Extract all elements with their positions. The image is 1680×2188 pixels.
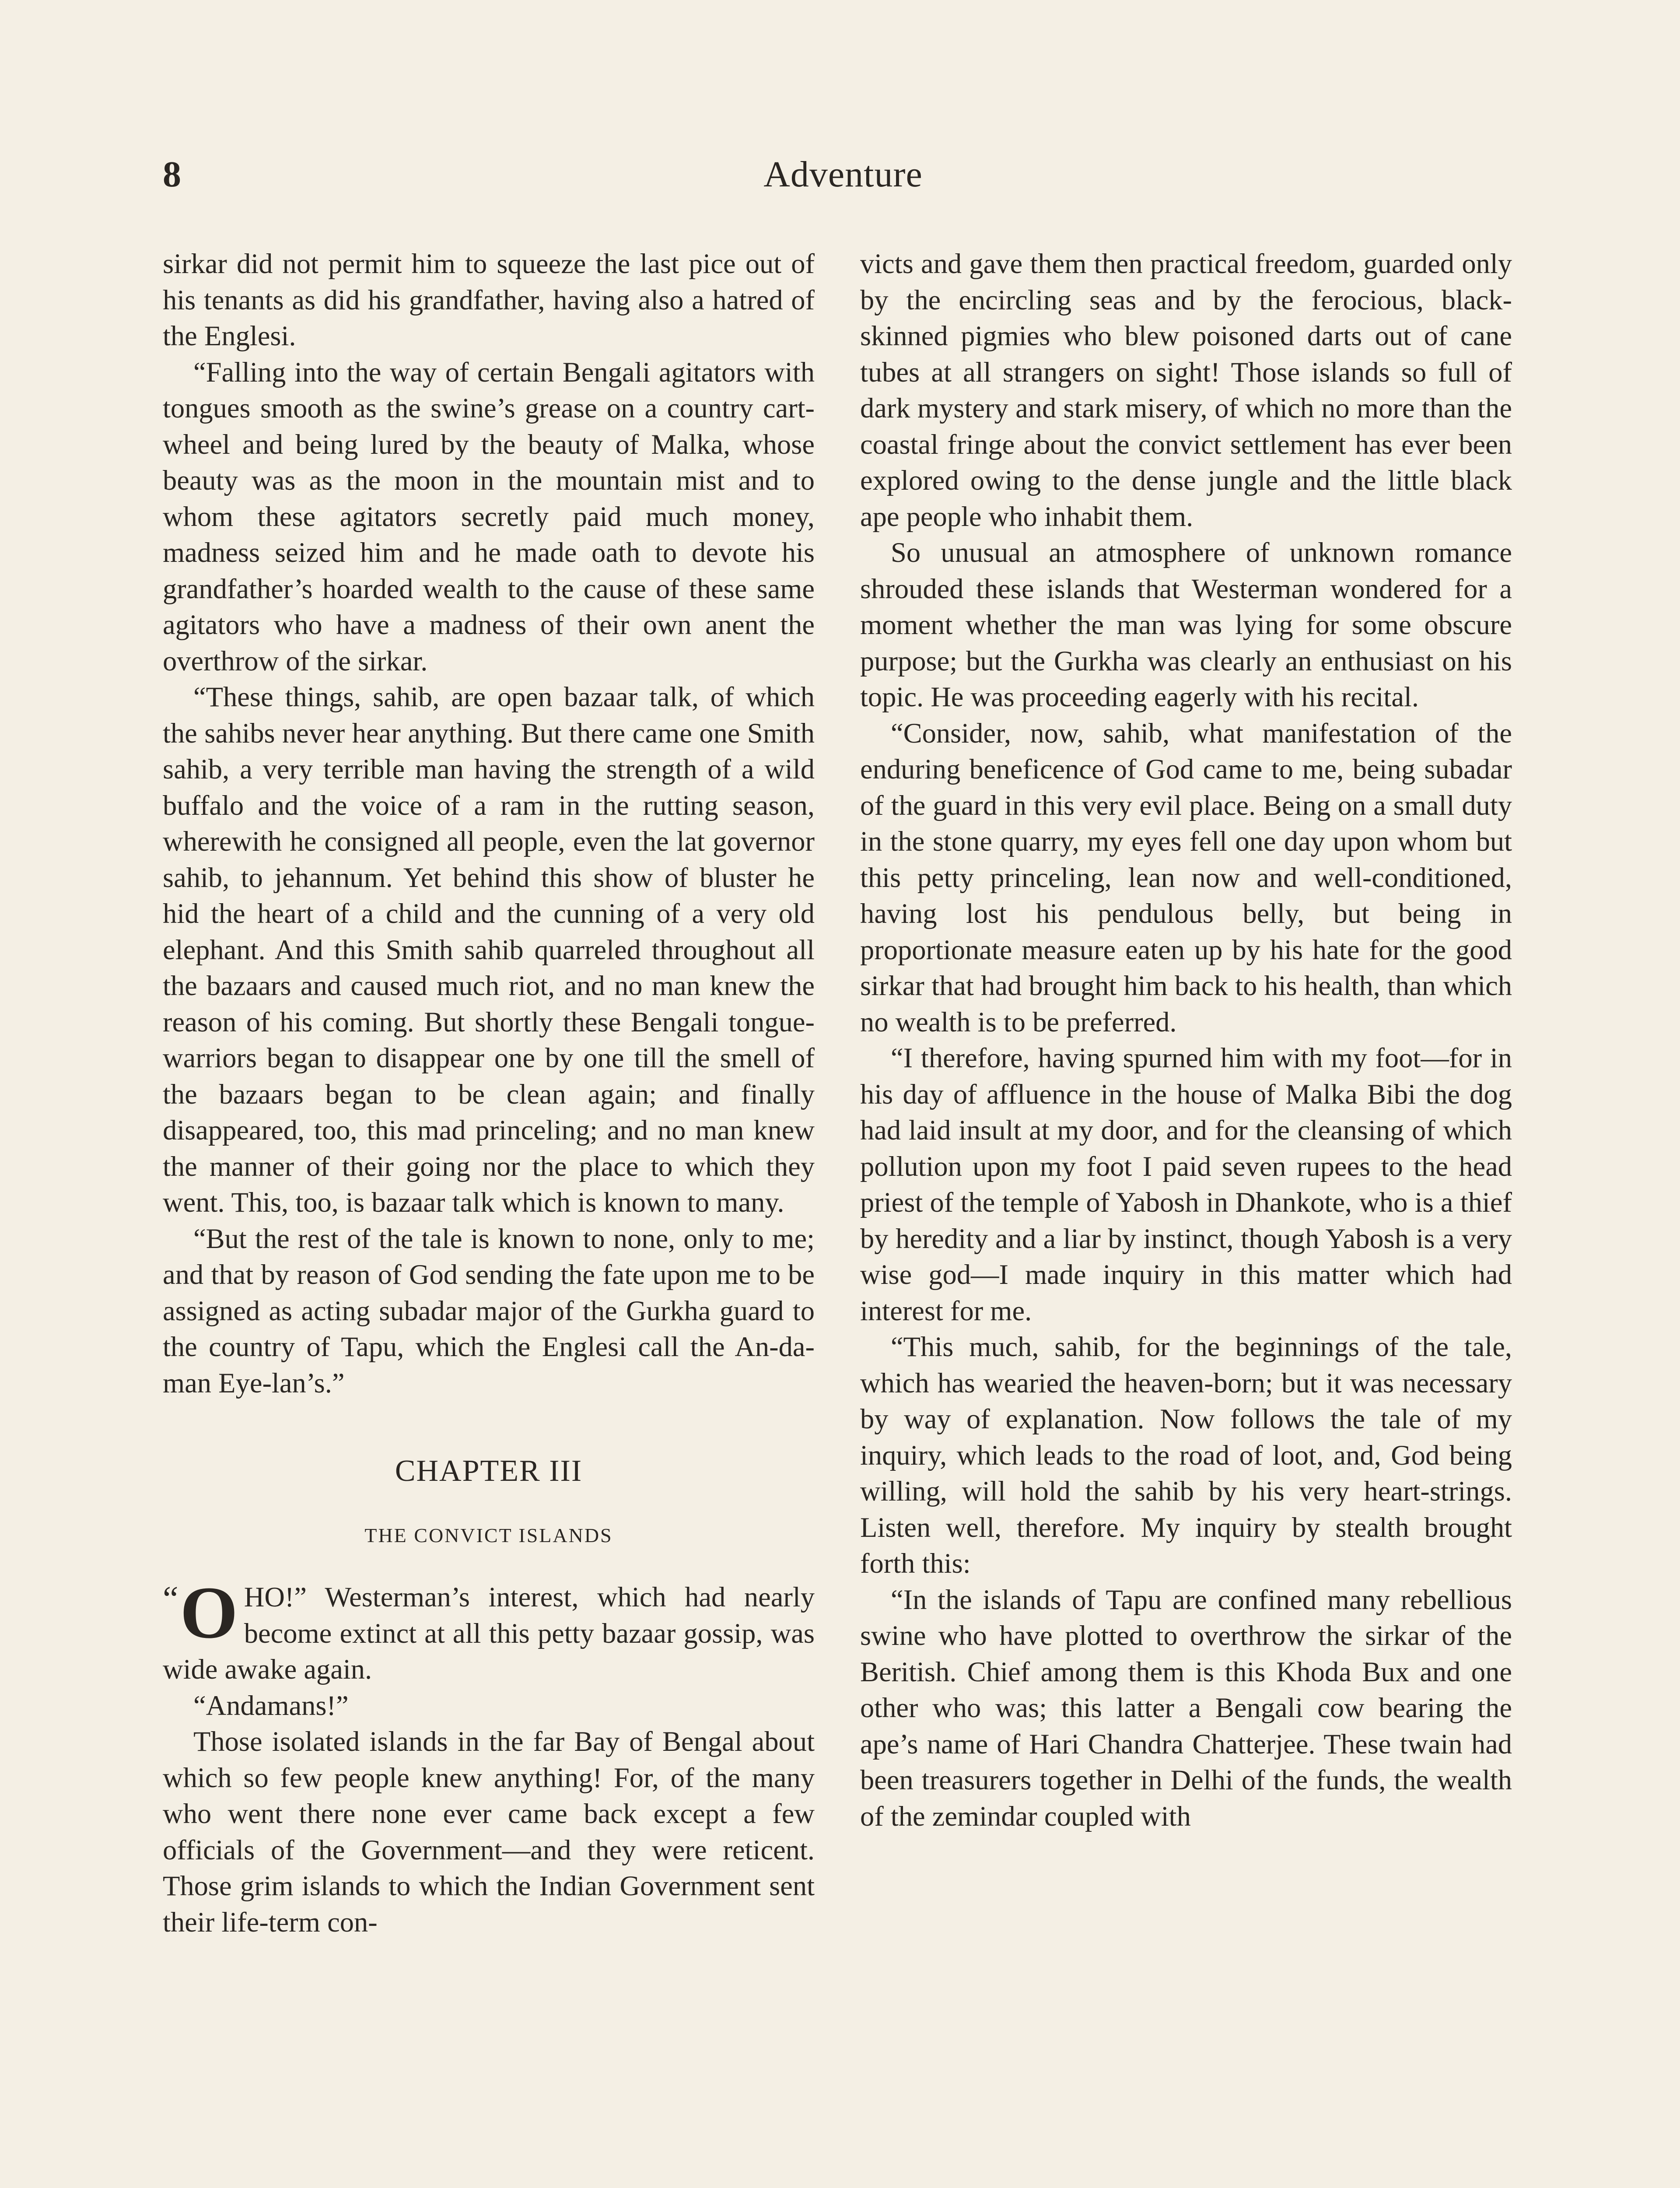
paragraph: “I therefore, having spurned him with my foot—for in his day of affluence in the house of Malka Bibi the dog had laid insult at my door, and for the cleansing of which pollution upon my foot I paid seven rupees to the head priest of the temple of Yabosh in Dhankote, who is a thief by heredity and a liar by instinct, though Yabosh is a very wise god—I made inquiry in this matter which had interest for me.	[860, 1042, 1512, 1326]
paragraph: “Andamans!”	[193, 1690, 349, 1721]
paragraph: “Falling into the way of certain Bengali agitators with tongues smooth as the swine’s grease on a country cart-wheel and being lured by the beauty of Malka, whose beauty was as the moon in the mountain mist and to whom these agitators secretly paid much money, madness seized him and he made oath to devote his grandfather’s hoarded wealth to the cause of these same agitators who have a madness of their own anent the overthrow of the sirkar.	[163, 356, 815, 677]
paragraph: sirkar did not permit him to squeeze the last pice out of his tenants as did his grandfather, having also a hatred of the Englesi.	[163, 248, 815, 351]
paragraph: “Consider, now, sahib, what manifestation of the enduring beneficence of God came to me, being subadar of the guard in this very evil place. Being on a small duty in the stone quarry, my eyes fell one day upon whom but this petty princeling, lean now and well-conditioned, having lost his pendulous belly, but being in proportionate measure eaten up by his hate for the good sirkar that had brought him back to his health, than which no wealth is to be preferred.	[860, 717, 1512, 1038]
chapter-subtitle: THE CONVICT ISLANDS	[364, 1524, 613, 1546]
right-column	[860, 246, 1512, 1834]
dropcap-quote: “	[163, 1580, 178, 1618]
paragraph: “These things, sahib, are open bazaar talk, of which the sahibs never hear anything. But there came one Smith sahib, a very terrible man having the strength of a wild buffalo and the voice of a ram in the rutting season, wherewith he consigned all people, even the lat governor sahib, to jehannum. Yet behind this show of bluster he hid the heart of a child and the cunning of a very old elephant. And this Smith sahib quarreled throughout all the bazaars and caused much riot, and no man knew the reason of his coming. But shortly these Bengali tongue-warriors began to disappear one by one till the smell of the bazaars began to be clean again; and finally disappeared, too, this mad princeling; and no man knew the manner of their going nor the place to which they went. This, too, is bazaar talk which is known to many.	[163, 681, 815, 1218]
paragraph: “But the rest of the tale is known to none, only to me; and that by reason of God sending the fate upon me to be assigned as acting subadar major of the Gurkha guard to the country of Tapu, which the Englesi call the An-da-man Eye-lan’s.”	[163, 1223, 815, 1399]
left-column	[163, 246, 815, 1940]
chapter-title: CHAPTER III	[395, 1454, 583, 1488]
dropcap-letter: O	[180, 1571, 238, 1654]
paragraph-text: HO!” Westerman’s interest, which had nearly become extinct at all this petty bazaar gossip, was wide awake again.	[163, 1581, 815, 1685]
paragraph: Those isolated islands in the far Bay of Bengal about which so few people knew anything! For, of the many who went there none ever came back except a few officials of the Government—and they were reticent. Those grim islands to which the Indian Government sent their life-term con-	[163, 1726, 815, 1938]
paragraph: “In the islands of Tapu are confined many rebellious swine who have plotted to overthrow the sirkar of the Beritish. Chief among them is this Khoda Bux and one other who was; this latter a Bengali cow bearing the ape’s name of Hari Chandra Chatterjee. These twain had been treasurers together in Delhi of the funds, the wealth of the zemindar coupled with	[860, 1584, 1512, 1832]
journal-title: Adventure	[763, 154, 923, 195]
paragraph: So unusual an atmosphere of unknown romance shrouded these islands that Westerman wondered for a moment whether the man was lying for some obscure purpose; but the Gurkha was clearly an enthusiast on his topic. He was proceeding eagerly with his recital.	[860, 537, 1512, 712]
opening-paragraph	[163, 1571, 815, 1688]
page-number: 8	[163, 154, 181, 195]
running-head	[163, 153, 1523, 206]
paragraph: “This much, sahib, for the beginnings of the tale, which has wearied the heaven-born; but it was necessary by way of explanation. Now follows the tale of my inquiry, which leads to the road of loot, and, God being willing, will hold the sahib by his very heart-strings. Listen well, therefore. My inquiry by stealth brought forth this:	[860, 1331, 1512, 1579]
paragraph: victs and gave them then practical freedom, guarded only by the encircling seas and by the ferocious, black-skinned pigmies who blew poisoned darts out of cane tubes at all strangers on sight! Those islands so full of dark mystery and stark misery, of which no more than the coastal fringe about the convict settlement has ever been explored owing to the dense jungle and the little black ape people who inhabit them.	[860, 248, 1512, 532]
